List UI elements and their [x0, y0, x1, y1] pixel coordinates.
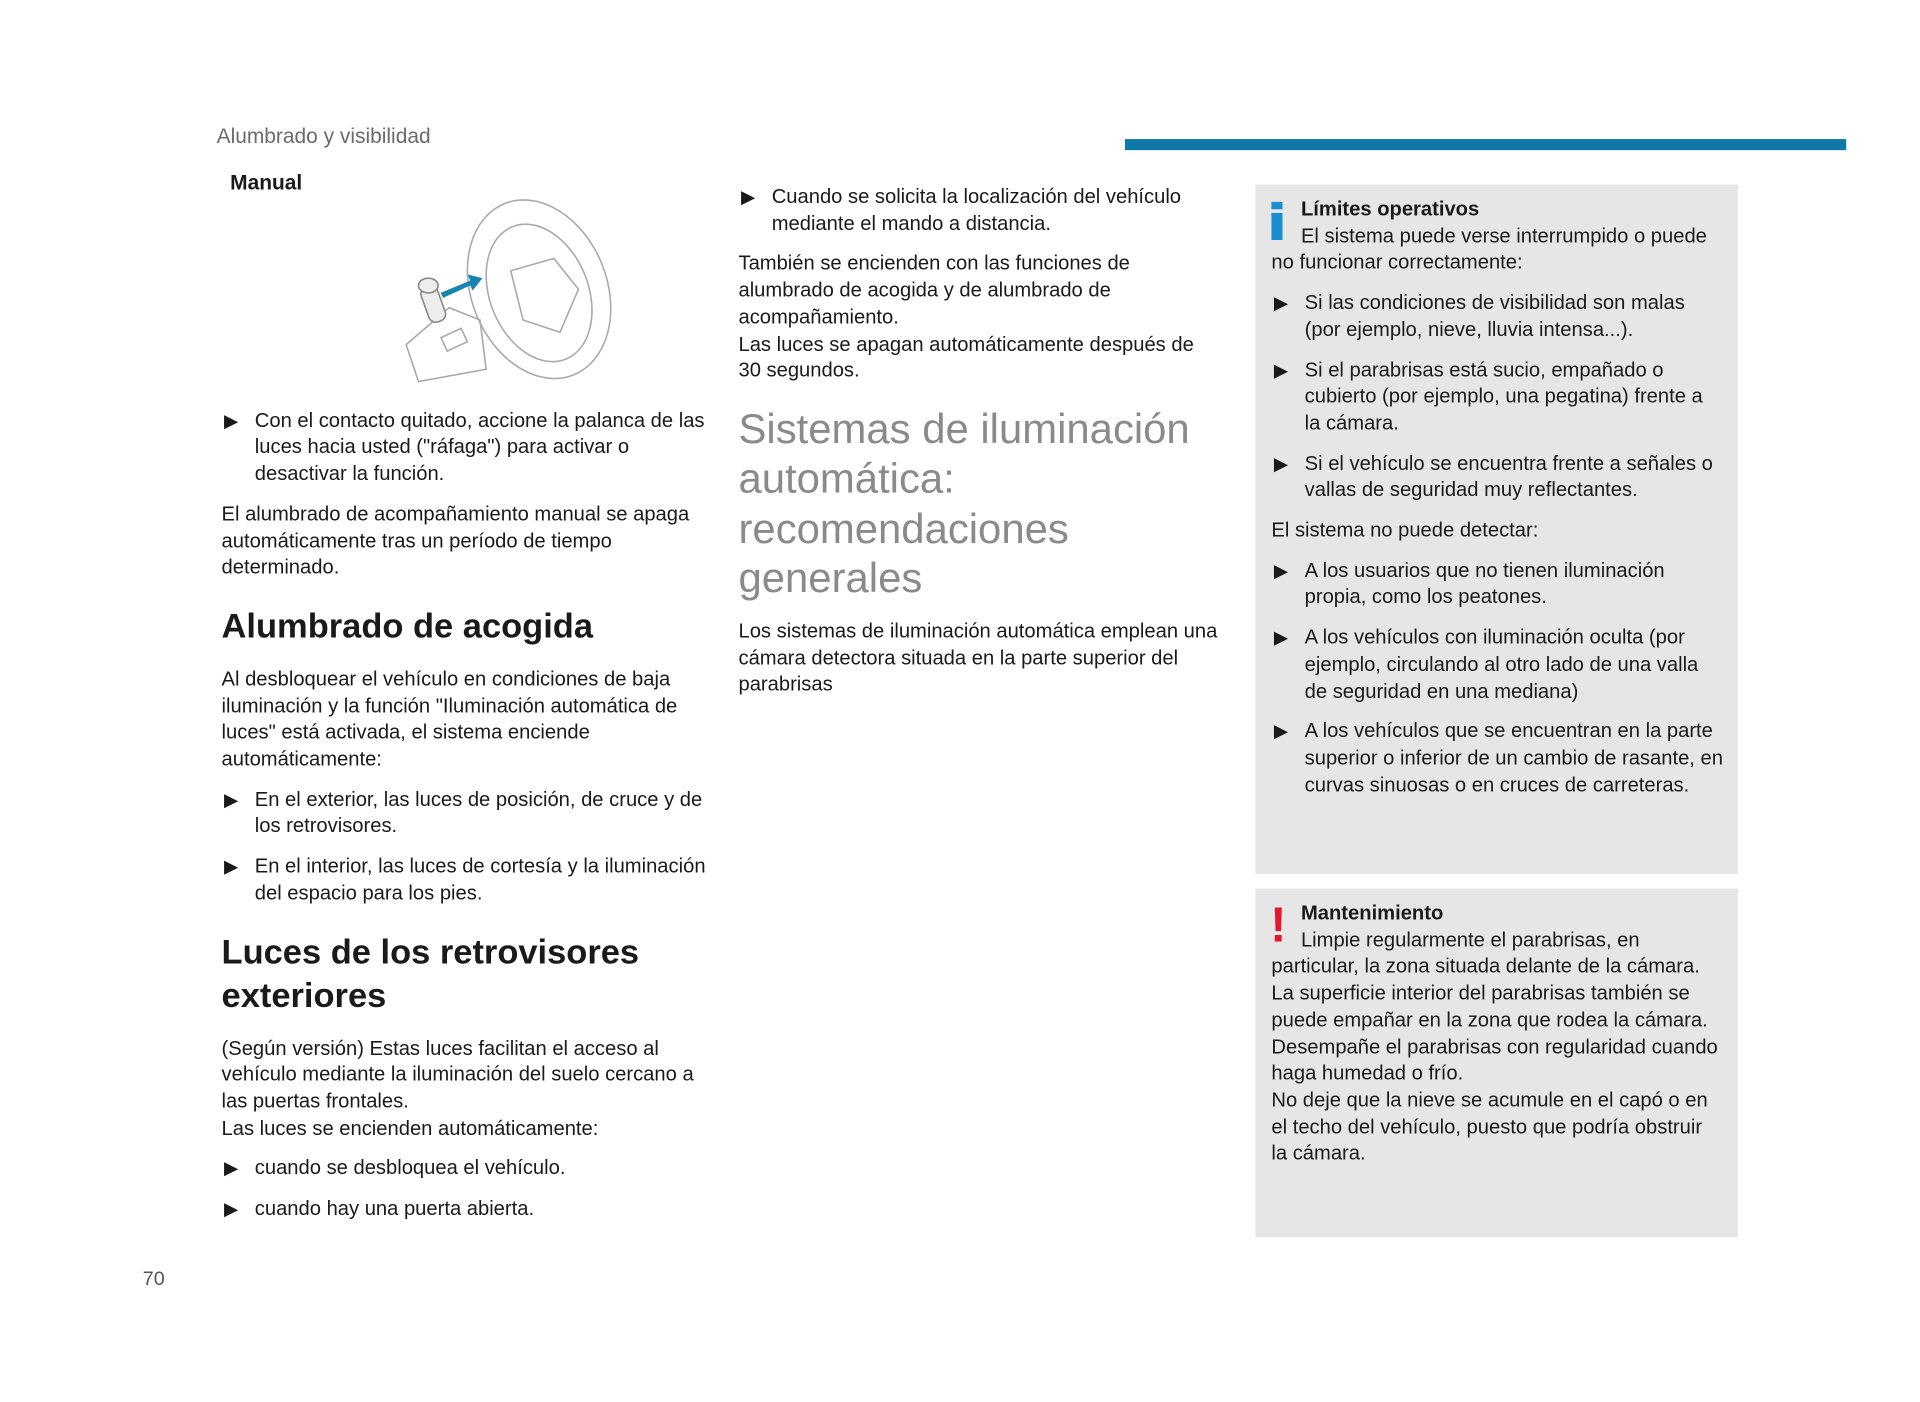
- warning-line: La superficie interior del parabrisas también se puede empañar en la zona que rodea la cámara.: [1271, 982, 1708, 1032]
- manual-label: Manual: [230, 171, 303, 195]
- heading-alumbrado-acogida: Alumbrado de acogida: [221, 606, 594, 645]
- bullet-item: [1271, 625, 1723, 705]
- warning-line: Limpie regularmente el parabrisas, en particular, la zona situada delante de la cámara.: [1271, 928, 1700, 978]
- bullet-arrow-icon: ▶: [224, 789, 239, 811]
- paragraph: (Según versión) Estas luces facilitan el acceso al vehículo mediante la iluminación del suelo cercano a las puertas frontales.: [221, 1037, 694, 1113]
- bullet-item: [222, 1196, 708, 1223]
- bullet-text: A los vehículos que se encuentran en la parte superior o inferior de un cambio de rasante, en curvas sinuosas o en cruces de carreteras.: [1304, 720, 1723, 796]
- column-2: [738, 185, 1218, 713]
- bullet-arrow-icon: ▶: [1273, 360, 1289, 381]
- bullet-arrow-icon: ▶: [1273, 560, 1289, 582]
- bullet-arrow-icon: ▶: [740, 187, 756, 209]
- page-number: 70: [142, 1268, 165, 1290]
- section-header: Alumbrado y visibilidad: [216, 124, 431, 148]
- bullet-text: Con el contacto quitado, accione la palanca de las luces hacia usted ("ráfaga") para activar o desactivar la función.: [254, 409, 705, 486]
- warning-exclamation-icon: !: [1270, 898, 1287, 953]
- bullet-item: [1271, 291, 1723, 344]
- bullet-item: [1271, 719, 1723, 799]
- bullet-arrow-icon: ▶: [224, 410, 239, 432]
- bullet-text: Si el parabrisas está sucio, empañado o cubierto (por ejemplo, una pegatina) frente a la cámara.: [1304, 358, 1703, 435]
- accent-bar: [1125, 139, 1846, 150]
- heading-sistemas-iluminacion: Sistemas de iluminación automática: recomendaciones generales: [738, 406, 1190, 603]
- bullet-item: [222, 408, 708, 488]
- bullet-item: [1271, 451, 1723, 504]
- bullet-arrow-icon: ▶: [224, 1158, 239, 1180]
- steering-wheel-lever-illustration-icon: [394, 197, 622, 394]
- bullet-arrow-icon: ▶: [224, 856, 239, 878]
- heading-luces-retrovisores: Luces de los retrovisores exteriores: [221, 932, 640, 1014]
- bullet-text: cuando hay una puerta abierta.: [254, 1197, 535, 1220]
- bullet-text: Si el vehículo se encuentra frente a señales o vallas de seguridad muy reflectantes.: [1304, 452, 1713, 502]
- warning-box-title: Mantenimiento: [1300, 902, 1444, 925]
- bullet-item: [222, 854, 708, 907]
- bullet-text: En el exterior, las luces de posición, de cruce y de los retrovisores.: [254, 788, 703, 838]
- bullet-text: En el interior, las luces de cortesía y la iluminación del espacio para los pies.: [254, 855, 706, 905]
- bullet-item: [222, 787, 708, 840]
- bullet-item: [1271, 358, 1723, 438]
- paragraph: Las luces se apagan automáticamente después de 30 segundos.: [738, 332, 1194, 382]
- paragraph: También se encienden con las funciones de alumbrado de acogida y de alumbrado de acompañamiento.: [738, 252, 1130, 329]
- warning-line: No deje que la nieve se acumule en el capó o en el techo del vehículo, puesto que podría obstruir la cámara.: [1271, 1089, 1708, 1165]
- bullet-arrow-icon: ▶: [1273, 293, 1289, 314]
- bullet-item: [738, 185, 1218, 238]
- bullet-text: A los usuarios que no tienen iluminación propia, como los peatones.: [1304, 559, 1665, 609]
- bullet-arrow-icon: ▶: [1273, 627, 1289, 649]
- paragraph: Las luces se encienden automáticamente:: [221, 1117, 599, 1140]
- warning-line: Desempañe el parabrisas con regularidad cuando haga humedad o frío.: [1271, 1035, 1718, 1085]
- bullet-text: Si las condiciones de visibilidad son malas (por ejemplo, nieve, lluvia intensa...).: [1304, 291, 1685, 341]
- bullet-text: cuando se desbloquea el vehículo.: [254, 1157, 566, 1180]
- bullet-text: A los vehículos con iluminación oculta (por ejemplo, circulando al otro lado de una valla de seguridad en una mediana): [1304, 626, 1699, 703]
- paragraph: El sistema no puede detectar:: [1271, 519, 1539, 542]
- paragraph: Al desbloquear el vehículo en condiciones de baja iluminación y la función "Iluminación automática de luces" está activada, el sistema enciende automáticamente:: [221, 668, 678, 771]
- bullet-arrow-icon: ▶: [224, 1198, 239, 1220]
- info-box-title: Límites operativos: [1300, 198, 1480, 221]
- bullet-arrow-icon: ▶: [1273, 453, 1289, 475]
- bullet-text: Cuando se solicita la localización del vehículo mediante el mando a distancia.: [771, 185, 1182, 235]
- info-icon: [1271, 202, 1282, 240]
- warning-box-mantenimiento: [1255, 889, 1737, 1237]
- bullet-arrow-icon: ▶: [1273, 721, 1289, 743]
- paragraph: El alumbrado de acompañamiento manual se apaga automáticamente tras un período de tiempo determinado.: [221, 503, 690, 579]
- info-box-intro: El sistema puede verse interrumpido o puede no funcionar correctamente:: [1271, 224, 1707, 274]
- info-box-limites: [1255, 185, 1737, 874]
- bullet-item: [222, 1156, 708, 1183]
- paragraph: Los sistemas de iluminación automática emplean una cámara detectora situada en la parte superior del parabrisas: [738, 620, 1218, 696]
- bullet-item: [1271, 558, 1723, 611]
- column-1: [222, 170, 708, 1237]
